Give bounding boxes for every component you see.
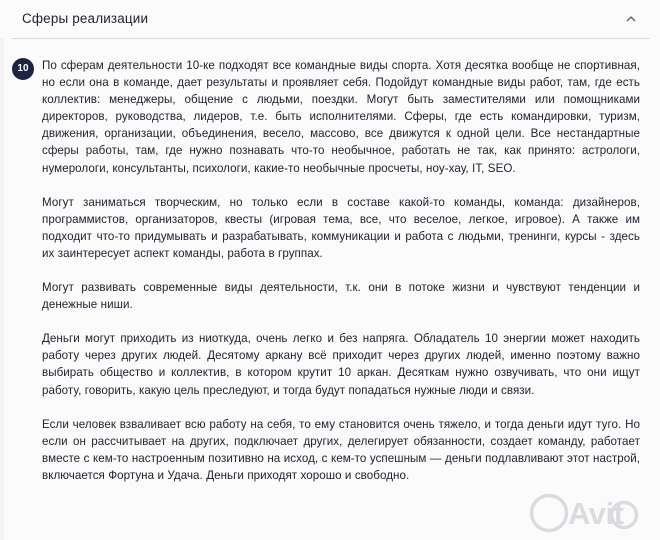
paragraph: Могут заниматься творческим, но только если в составе какой-то команды, команда: дизайнеров, программистов, организаторов, квесты (игровая тема, все, что веселое, легкое, игровое). А также им подходит что-то придумывать и разрабатывать, коммуникации и работа с людьми, тренинги, курсы - здесь их заинтересует аспект команды, работа в группах. bbox=[42, 195, 640, 260]
avito-watermark bbox=[528, 490, 656, 536]
paragraph: Могут развивать современные виды деятельности, т.к. они в потоке жизни и чувствуют тенденции и денежные ниши. bbox=[42, 281, 640, 312]
entry-text-block bbox=[42, 57, 644, 484]
svg-text:Avit: Avit bbox=[568, 496, 624, 531]
paragraph: Если человек взваливает всю работу на себя, то ему становится очень тяжело, и тогда деньги идут туго. Но если он рассчитывает на других, подключает других, делегирует обязанности, создает команду, работает вместе с кем-то настроенным позитивно на исход, с кем-то успешным — деньги подлавливают этот настрой, включается Фортуна и Удача. Деньги приходят хорошо и свободно. bbox=[42, 417, 640, 482]
paragraph: Деньги могут приходить из ниоткуда, очень легко и без напряга. Обладатель 10 энергии может находить работу через других людей. Десятому аркану всё приходит через других людей, именно поэтому важно выбирать общество и коллектив, в котором крутит 10 аркан. Десяткам нужно озвучивать, что они ищут работу, говорить, какую цель преследуют, и тогда будут попадаться нужные люди и связи. bbox=[42, 332, 640, 397]
arcana-entry bbox=[12, 57, 644, 484]
paragraph: По сферам деятельности 10-ке подходят все командные виды спорта. Хотя десятка вообще не спортивная, но если она в команде, дает результаты и проявляет себя. Подойдут командные виды работ, там, где есть коллектив: менеджеры, общение с людьми, поездки. Могут быть заместителями или помощниками директоров, руководства, лидеров, т.е. быть исполнителями. Сферы, где есть командировки, туризм, движения, организации, объединения, весело, массово, все движутся к одной цели. Все нестандартные сферы работы, там, где нужно познавать что-то необычное, работать не так, как принято: астрологи, нумерологи, консультанты, психологи, какие-то необычные просчеты, ноу-хау, IT, SEO. bbox=[42, 59, 640, 175]
chevron-up-icon[interactable] bbox=[622, 10, 640, 28]
page-title: Сферы реализации bbox=[22, 11, 149, 26]
card-header bbox=[0, 0, 660, 38]
status-badge: 10 bbox=[12, 58, 34, 80]
card-body bbox=[0, 39, 660, 484]
